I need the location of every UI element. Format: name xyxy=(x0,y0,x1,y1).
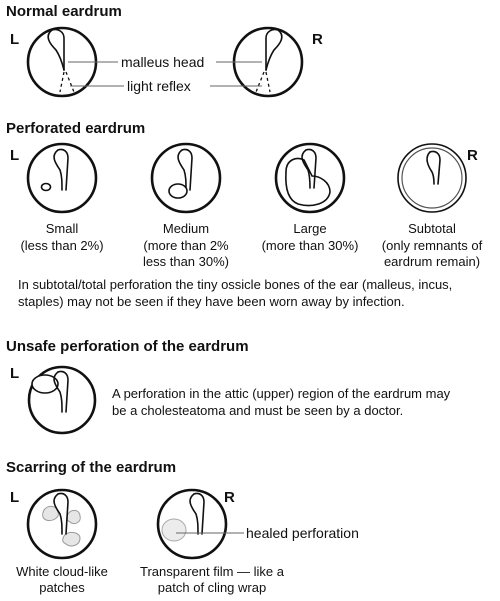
heading-perforated-eardrum: Perforated eardrum xyxy=(6,120,146,137)
scar-left-caption-line2: patches xyxy=(39,580,85,595)
caption-small-line1: (less than 2%) xyxy=(20,238,104,253)
unsafe-text-line2: be a cholesteatoma and must be seen by a doctor. xyxy=(112,403,404,418)
eardrum-small xyxy=(28,144,96,212)
scarring-right-tag: R xyxy=(224,489,235,506)
heading-scarring: Scarring of the eardrum xyxy=(6,459,177,476)
caption-medium-line1: (more than 2% xyxy=(143,238,229,253)
transparent-film xyxy=(162,519,186,541)
caption-large-title: Large xyxy=(293,221,327,236)
label-light-reflex: light reflex xyxy=(127,78,191,94)
eardrum-subtotal xyxy=(398,144,466,212)
caption-subtotal-line2: eardrum remain) xyxy=(383,254,481,269)
heading-normal-eardrum: Normal eardrum xyxy=(6,3,122,20)
eardrum-scarring-right xyxy=(158,490,226,558)
perforation-medium xyxy=(169,184,187,198)
scarring-left-tag: L xyxy=(10,489,20,506)
eardrum-large xyxy=(276,144,344,212)
caption-subtotal-title: Subtotal xyxy=(408,221,456,236)
left-ear-tag: L xyxy=(10,31,20,48)
heading-unsafe-perforation: Unsafe perforation of the eardrum xyxy=(6,338,249,355)
label-healed-perforation: healed perforation xyxy=(246,525,359,541)
eardrum-scarring-left xyxy=(28,490,96,558)
caption-large-line1: (more than 30%) xyxy=(261,238,359,253)
label-malleus-head: malleus head xyxy=(121,54,205,70)
caption-medium-line2: less than 30%) xyxy=(143,254,229,269)
scar-right-caption-line2: patch of cling wrap xyxy=(157,580,267,595)
eardrum-medium xyxy=(152,144,220,212)
unsafe-left-tag: L xyxy=(10,365,20,382)
perforated-left-tag: L xyxy=(10,147,20,164)
caption-subtotal-line1: (only remnants of xyxy=(381,238,483,253)
perforated-right-tag: R xyxy=(467,147,478,164)
perforation-small xyxy=(42,184,51,191)
right-ear-tag: R xyxy=(312,31,323,48)
scar-patch-2 xyxy=(67,510,81,523)
scar-patch-3 xyxy=(63,532,80,546)
unsafe-text-line1: A perforation in the attic (upper) region of the eardrum may xyxy=(112,386,451,401)
scar-left-caption-line1: White cloud-like xyxy=(16,564,108,579)
caption-small-title: Small xyxy=(45,221,79,236)
caption-medium-title: Medium xyxy=(162,221,210,236)
perforated-note-line1: In subtotal/total perforation the tiny ossicle bones of the ear (malleus, incus, xyxy=(18,277,453,292)
perforated-note-line2: staples) may not be seen if they have been worn away by infection. xyxy=(18,294,405,309)
scar-right-caption-line1: Transparent film — like a xyxy=(139,564,285,579)
eardrum-unsafe xyxy=(29,367,95,433)
